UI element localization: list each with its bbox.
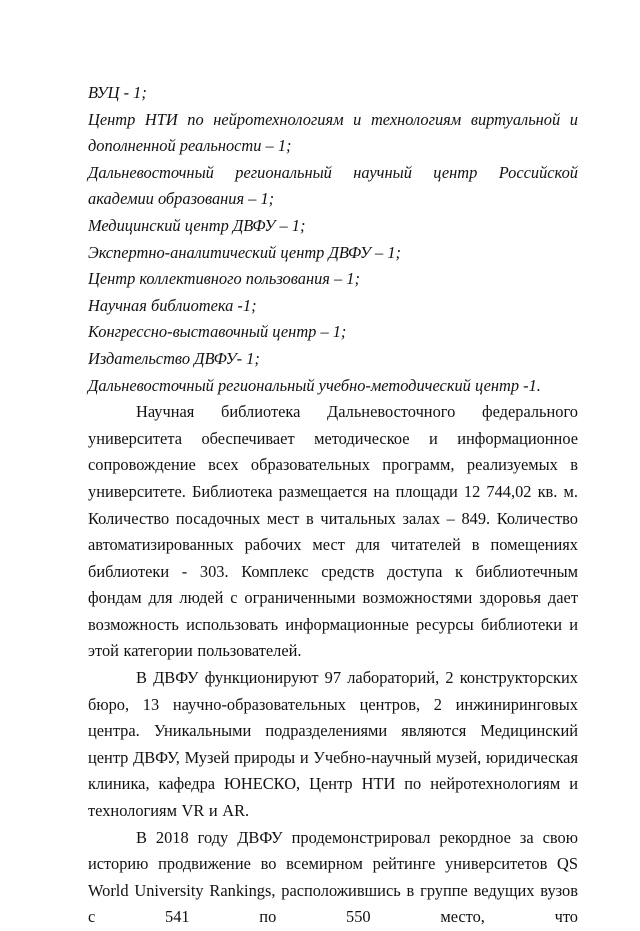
list-item: Научная библиотека -1; [88, 295, 257, 315]
list-item: Дальневосточный региональный учебно-методический центр -1. [88, 375, 541, 395]
paragraph-library: Научная библиотека Дальневосточного федерального университета обеспечивает методическое и информационное сопровождение всех образовательных программ, реализуемых в университете. Библиотека размещается на площади 12 744,02 кв. м. Количество посадочных мест в читальных залах – 849. Количество автоматизированных рабочих мест для читателей в помещениях библиотеки - 303. Комплекс средств доступа к библиотечным фондам для людей с ограниченными возможностями здоровья дает возможность использовать информационные ресурсы библиотеки и этой категории пользователей. [88, 402, 578, 661]
list-item: Издательство ДВФУ- 1; [88, 348, 260, 368]
list-item: Центр коллективного пользования – 1; [88, 269, 360, 289]
paragraph-laboratories: В ДВФУ функционируют 97 лабораторий, 2 конструкторских бюро, 13 научно-образовательных центров, 2 инжиниринговых центра. Уникальными подразделениями являются Медицинский центр ДВФУ, Музей природы и Учебно-научный музей, юридическая клиника, кафедра ЮНЕСКО, Центр НТИ по нейротехнологиям и технологиям VR и AR. [88, 668, 578, 821]
list-item: Дальневосточный региональный научный центр Российской академии образования – 1; [88, 162, 578, 209]
list-item: Экспертно-аналитический центр ДВФУ – 1; [88, 242, 402, 262]
list-item: Конгрессно-выставочный центр – 1; [88, 322, 347, 342]
paragraph-rankings: В 2018 году ДВФУ продемонстрировал рекордное за свою историю продвижение во всемирном рейтинге университетов QS World University Rankings, расположившись в группе ведущих вузов с 541 по 550 место, что [88, 827, 578, 927]
list-item: ВУЦ - 1; [88, 83, 147, 102]
document-page [88, 80, 578, 931]
list-item: Центр НТИ по нейротехнологиям и технологиям виртуальной и дополненной реальности – 1; [88, 109, 578, 156]
list-item: Медицинский центр ДВФУ – 1; [88, 215, 306, 235]
